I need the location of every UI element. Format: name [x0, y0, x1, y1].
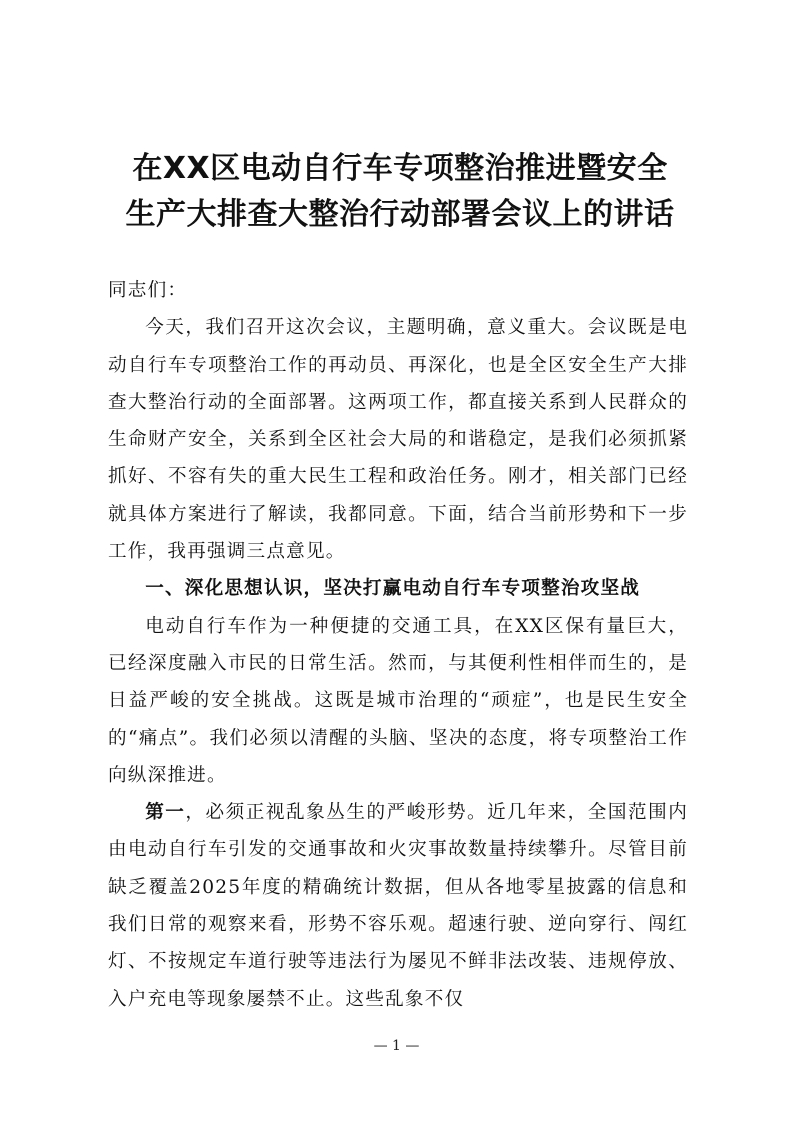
- document-title: [100, 146, 700, 238]
- section-1-paragraph: 电动自行车作为一种便捷的交通工具，在XX区保有量巨大，已经深度融入市民的日常生活。然而，与其便利性相伴而生的，是日益严峻的安全挑战。这既是城市治理的“顽症”，也是民生安全的“痛点”。我们必须以清醒的头脑、坚决的态度，将专项整治工作向纵深推进。: [108, 615, 689, 786]
- title-line-2: 生产大排查大整治行动部署会议上的讲话: [125, 197, 675, 232]
- document-body: [108, 272, 688, 1018]
- point-1-lead: 第一: [145, 802, 186, 824]
- point-1-text: ，必须正视乱象丛生的严峻形势。近几年来，全国范围内由电动自行车引发的交通事故和火灾事故数量持续攀升。尽管目前缺乏覆盖2025年度的精确统计数据，但从各地零星披露的信息和我们日常的观察来看，形势不容乐观。超速行驶、逆向穿行、闯红灯、不按规定车道行驶等违法行为屡见不鲜非法改装、违规停放、入户充电等现象屡禁不止。这些乱象不仅: [108, 802, 688, 1010]
- salutation: 同志们：: [108, 280, 188, 301]
- title-line-1: 在XX区电动自行车专项整治推进暨安全: [132, 151, 668, 186]
- section-1-heading: 一、深化思想认识，坚决打赢电动自行车专项整治攻坚战: [145, 578, 641, 600]
- point-1-paragraph: [108, 794, 688, 1018]
- page-number: — 1 —: [373, 1038, 420, 1054]
- intro-paragraph: 今天，我们召开这次会议，主题明确，意义重大。会议既是电动自行车专项整治工作的再动员、再深化，也是全区安全生产大排查大整治行动的全面部署。这两项工作，都直接关系到人民群众的生命财产安全，关系到全区社会大局的和谐稳定，是我们必须抓紧抓好、不容有失的重大民生工程和政治任务。刚才，相关部门已经就具体方案进行了解读，我都同意。下面，结合当前形势和下一步工作，我再强调三点意见。: [108, 317, 688, 563]
